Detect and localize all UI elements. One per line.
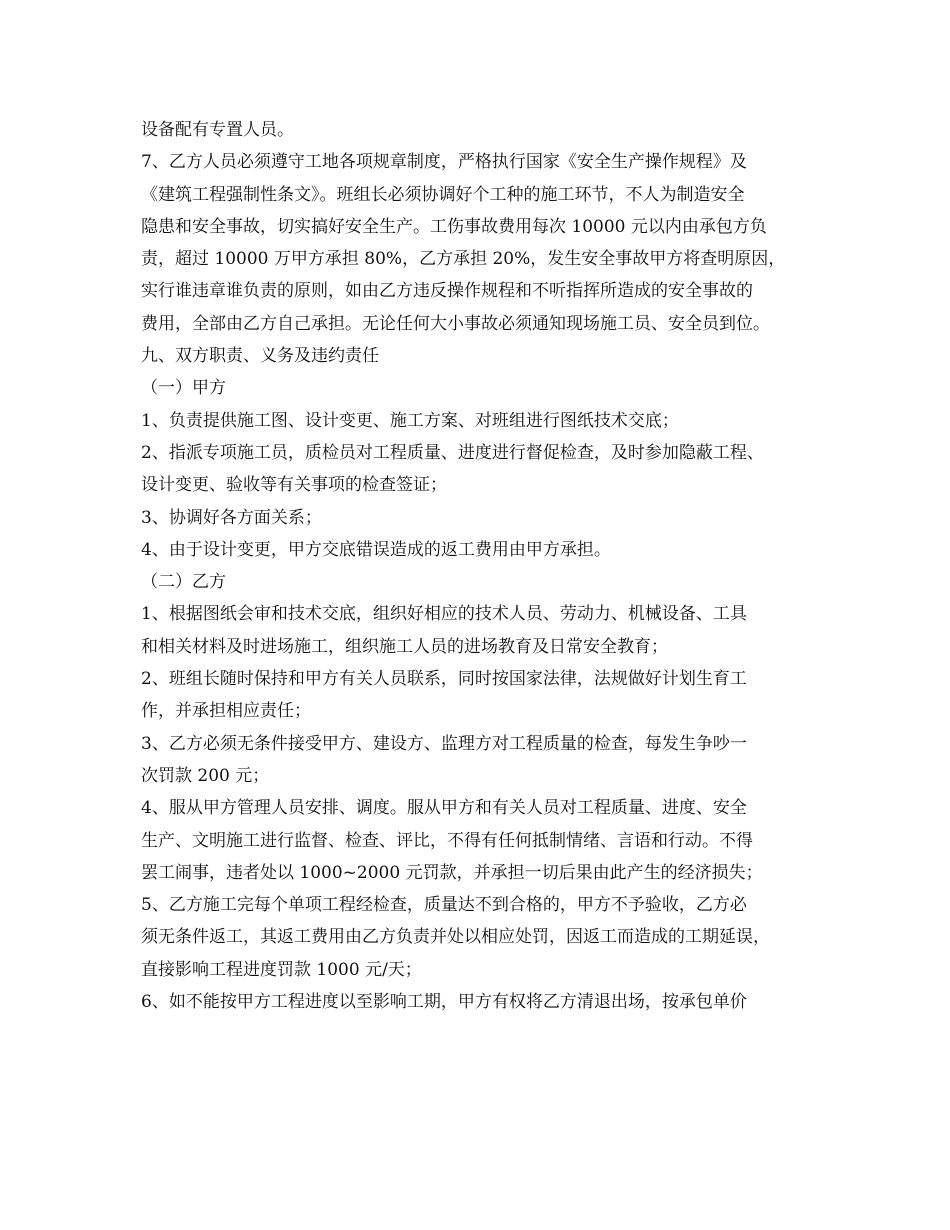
text-line: 次罚款 200 元； [141, 765, 270, 786]
text-line: 5、乙方施工完每个单项工程经检查，质量达不到合格的，甲方不予验收，乙方必 [141, 895, 747, 916]
text-line: 2、指派专项施工员，质检员对工程质量、进度进行督促检查，及时参加隐蔽工程、 [141, 442, 764, 463]
text-line: 6、如不能按甲方工程进度以至影响工期，甲方有权将乙方清退出场，按承包单价 [141, 992, 747, 1013]
text-line: 1、负责提供施工图、设计变更、施工方案、对班组进行图纸技术交底； [141, 410, 679, 431]
text-line: 3、协调好各方面关系； [141, 507, 322, 528]
text-line: 和相关材料及时进场施工，组织施工人员的进场教育及日常安全教育； [141, 636, 668, 657]
text-line: （二）乙方 [141, 572, 226, 593]
text-line: 设备配有专置人员。 [141, 120, 294, 140]
text-line: 3、乙方必须无条件接受甲方、建设方、监理方对工程质量的检查，每发生争吵一 [141, 733, 747, 754]
text-line: （一）甲方 [141, 378, 226, 399]
text-line: 须无条件返工，其返工费用由乙方负责并处以相应处罚，因返工而造成的工期延误， [141, 927, 770, 948]
text-line: 隐患和安全事故，切实搞好安全生产。工伤事故费用每次 10000 元以内由承包方负 [141, 216, 767, 237]
text-line: 1、根据图纸会审和技术交底，组织好相应的技术人员、劳动力、机械设备、工具 [141, 604, 747, 625]
text-line: 罢工闹事，违者处以 1000~2000 元罚款，并承担一切后果由此产生的经济损失； [141, 862, 763, 883]
text-line: 《建筑工程强制性条文》。班组长必须协调好个工种的施工环节，不人为制造安全 [141, 184, 745, 205]
text-line: 实行谁违章谁负责的原则，如由乙方违反操作规程和不听指挥所造成的安全事故的 [141, 281, 753, 302]
text-line: 直接影响工程进度罚款 1000 元/天； [141, 959, 422, 980]
text-line: 生产、文明施工进行监督、检查、评比，不得有任何抵制情绪、言语和行动。不得 [141, 830, 753, 851]
document-page [141, 114, 831, 1018]
text-line: 4、服从甲方管理人员安排、调度。服从甲方和有关人员对工程质量、进度、安全 [141, 798, 747, 819]
text-line: 2、班组长随时保持和甲方有关人员联系，同时按国家法律，法规做好计划生育工 [141, 669, 747, 690]
text-line: 九、双方职责、义务及违约责任 [141, 346, 379, 367]
text-line: 设计变更、验收等有关事项的检查签证； [141, 475, 447, 496]
text-line: 4、由于设计变更，甲方交底错误造成的返工费用由甲方承担。 [141, 539, 611, 560]
text-line: 费用，全部由乙方自己承担。无论任何大小事故必须通知现场施工员、安全员到位。 [141, 313, 770, 334]
text-line: 作，并承担相应责任； [141, 701, 311, 722]
text-line: 7、乙方人员必须遵守工地各项规章制度，严格执行国家《安全生产操作规程》及 [141, 152, 747, 173]
text-line: 责，超过 10000 万甲方承担 80%，乙方承担 20%，发生安全事故甲方将查明原因， [141, 249, 786, 270]
